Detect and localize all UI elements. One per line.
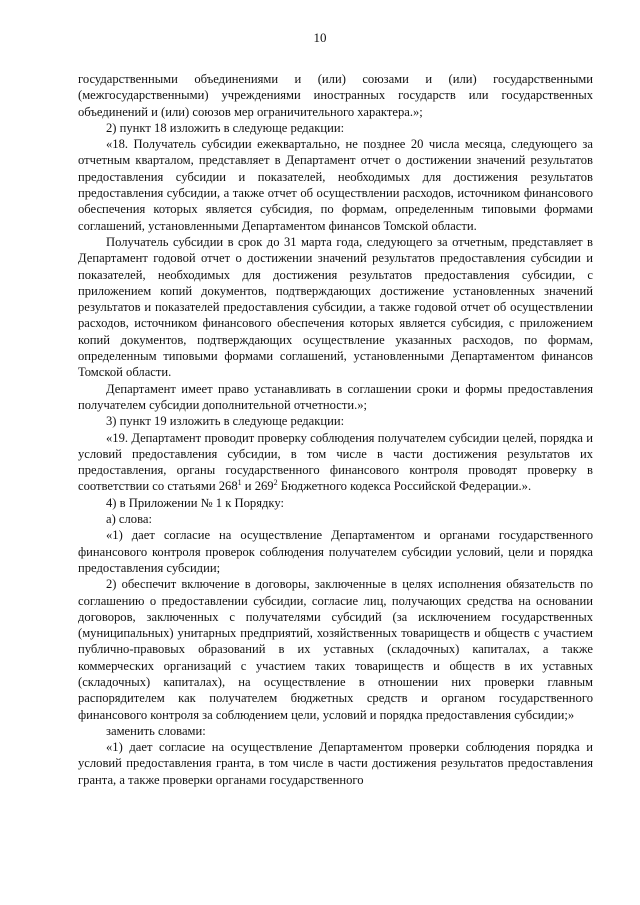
clause-19-text-end: Бюджетного кодекса Российской Федерации.». bbox=[277, 479, 532, 494]
paragraph-new-1: «1) дает согласие на осуществление Департаментом проверки соблюдения порядка и условий предоставления гранта, в том числе в части достижения результатов предоставления гранта, а также проверки органами государственного bbox=[78, 740, 593, 787]
paragraph-item-3: 3) пункт 19 изложить в следующе редакции: bbox=[106, 414, 345, 429]
paragraph-clause-18: «18. Получатель субсидии ежеквартально, не позднее 20 числа месяца, следующего за отчетным кварталом, представляет в Департамент отчет о достижении значений результатов предоставления субсидии и показателей, необходимых для достижения результатов предоставления субсидии, а также отчет об осуществлении расходов, источником финансового обеспечения которых является субсидия, по формам, определенным типовыми формами соглашений, установленными Департаментом финансов Томской области. bbox=[78, 137, 593, 233]
paragraph-replace: заменить словами: bbox=[106, 723, 206, 738]
paragraph-annual-report: Получатель субсидии в срок до 31 марта года, следующего за отчетным, представляет в Департамент годовой отчет о достижении значений результатов предоставления субсидии и показателей, необходимых для достижения результатов предоставления субсидии, с приложением копий документов, подтверждающих достижение установленных значений результатов и показателей предоставления субсидии, а также годовой отчет об осуществлении расходов, источником финансового обеспечения которых является субсидия, с приложением копий документов, подтверждающих осуществление указанных расходов, по формам, определенным типовыми формами соглашений, установленными Департаментом финансов Томской области. bbox=[78, 234, 593, 380]
superscript-2: 2 bbox=[273, 478, 278, 488]
paragraph-clause-19 bbox=[78, 430, 593, 495]
clause-19-text: «19. Департамент проводит проверку соблюдения получателем субсидии целей, порядка и условий предоставления субсидии, в том числе в части достижения результатов их предоставления, органы государственного финансового контроля проводят проверку в соответствии со статьями 268 bbox=[78, 430, 593, 494]
paragraph-quote-2: 2) обеспечит включение в договоры, заключенные в целях исполнения обязательств по соглашению о предоставлении субсидии, согласие лиц, получающих средства на основании договоров, заключенных с получателями субсидий (за исключением государственных (муниципальных) унитарных предприятий, хозяйственных товариществ и обществ с участием публично-правовых образований в их уставных (складочных) капиталах, а также коммерческих организаций с участием таких товариществ и обществ в их уставных (складочных) капиталах), на осуществление в отношении них проверки главным распорядителем как получателем бюджетных средств и органом государственного финансового контроля за соблюдением цели, условий и порядка предоставления субсидии;» bbox=[78, 577, 593, 722]
document-body bbox=[78, 71, 593, 788]
page-number: 10 bbox=[313, 30, 327, 45]
paragraph-quote-1: «1) дает согласие на осуществление Департаментом и органами государственного финансового контроля проверок соблюдения получателем субсидии условий, цели и порядка предоставления субсидии; bbox=[78, 528, 593, 575]
paragraph-continuation: государственными объединениями и (или) союзами и (или) государственными (межгосударственными) учреждениями иностранных государств или государственных объединений и (или) союзов мер ограничительного характера.»; bbox=[78, 72, 593, 119]
paragraph-item-2: 2) пункт 18 изложить в следующе редакции: bbox=[106, 120, 345, 135]
paragraph-additional-reporting: Департамент имеет право устанавливать в соглашении сроки и формы предоставления получателем субсидии дополнительной отчетности.»; bbox=[78, 381, 593, 412]
paragraph-item-4: 4) в Приложении № 1 к Порядку: bbox=[106, 495, 284, 510]
paragraph-subitem-a: а) слова: bbox=[106, 512, 152, 527]
superscript-1: 1 bbox=[237, 478, 242, 488]
clause-19-text-mid: и 269 bbox=[241, 479, 274, 494]
